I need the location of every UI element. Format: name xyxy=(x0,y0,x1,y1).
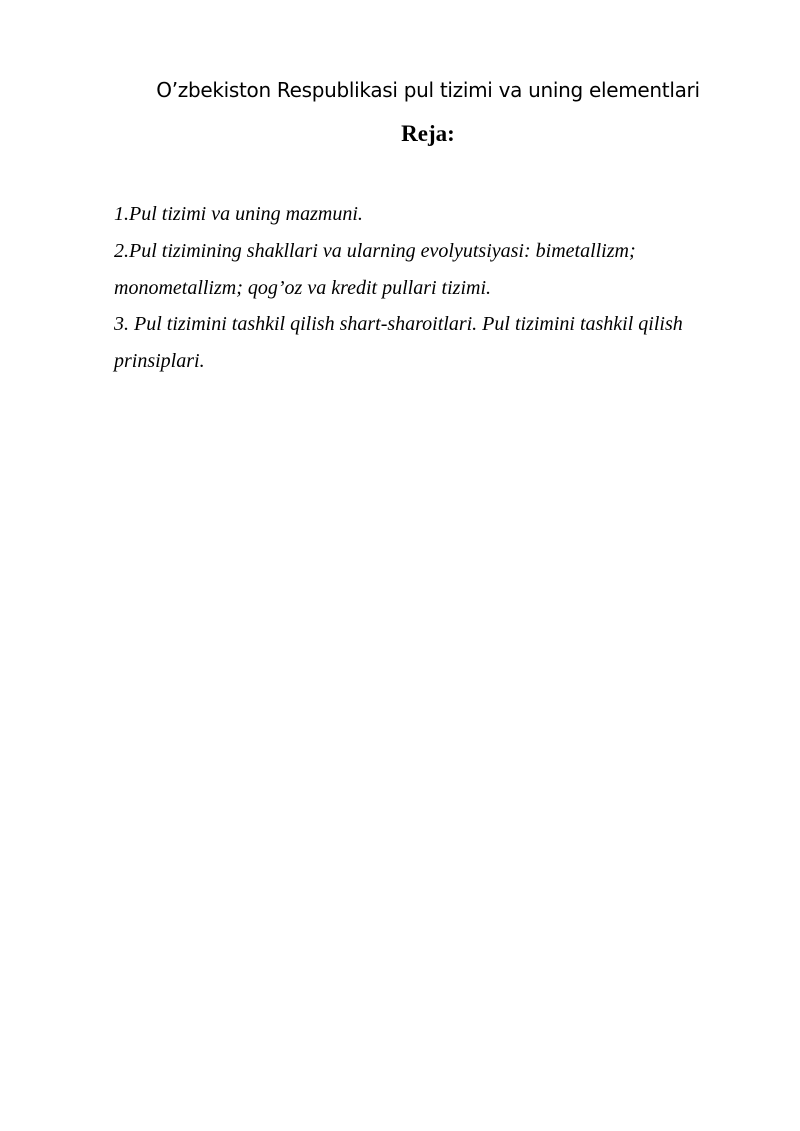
plan-item-3: 3. Pul tizimini tashkil qilish shart-sharoitlari. Pul tizimini tashkil qilish xyxy=(114,313,683,336)
plan-item-2: 2.Pul tizimining shakllari va ularning evolyutsiyasi: bimetallizm; xyxy=(114,239,636,262)
document-title: O’zbekiston Respublikasi pul tizimi va uning elementlari xyxy=(156,78,700,102)
plan-heading: Reja: xyxy=(401,121,455,146)
plan-item-3-continued: prinsiplari. xyxy=(114,350,205,373)
plan-list xyxy=(114,196,754,380)
plan-item-1: 1.Pul tizimi va uning mazmuni. xyxy=(114,203,363,225)
plan-item-2-continued: monometallizm; qog’oz va kredit pullari tizimi. xyxy=(114,276,492,299)
